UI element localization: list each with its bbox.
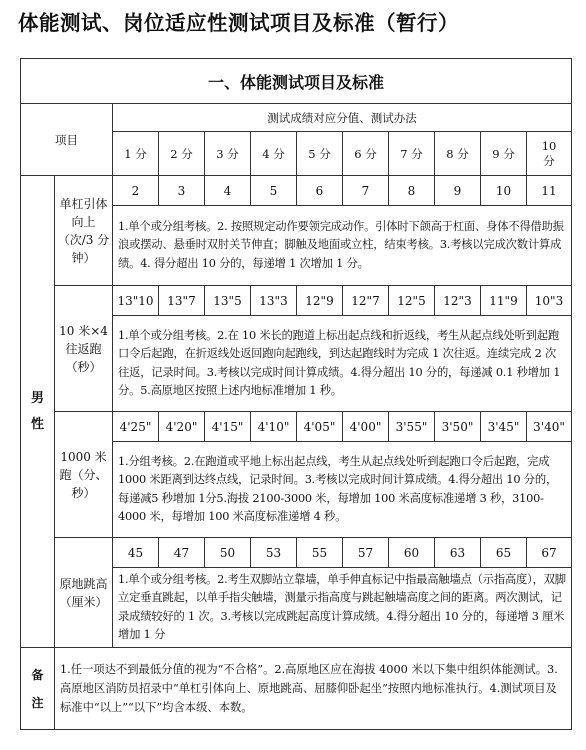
- score-value: 2: [113, 176, 159, 206]
- section-title: 一、体能测试项目及标准: [21, 59, 572, 104]
- score-value: 11"9: [481, 286, 527, 316]
- notes-text: 1.任一项达不到最低分值的视为“不合格”。2.高原地区应在海拔 4000 米以下集中组织体能测试。3.高原地区消防员招录中“单杠引体向上、原地跳高、屈膝仰卧起坐”按照内地标准执行。4.测试项目及标准中“以上”“以下”均含本级、本数。: [55, 648, 572, 730]
- score-value: 6: [297, 176, 343, 206]
- notes-label: [21, 648, 55, 730]
- score-value: 5: [251, 176, 297, 206]
- score-value: 13"7: [159, 286, 205, 316]
- score-header: 5 分: [297, 132, 343, 176]
- score-value: 4'10": [251, 412, 297, 442]
- item-name: 1000 米跑（分、秒）: [55, 412, 113, 538]
- score-value: 7: [343, 176, 389, 206]
- score-value: 47: [159, 538, 205, 568]
- score-value: 4: [205, 176, 251, 206]
- gender-text: 男性: [30, 390, 44, 432]
- score-value: 60: [389, 538, 435, 568]
- score-value: 9: [435, 176, 481, 206]
- score-value: 3'40": [527, 412, 572, 442]
- score-value: 13"10: [113, 286, 159, 316]
- score-value: 3'50": [435, 412, 481, 442]
- test-method: 1.分组考核。2.在跑道或平地上标出起点线，考生从起点线处听到起跑口令后起跑，完成 1000 米距离到达终点线，记录时间。3.考核以完成时间计算成绩。4.得分超出 10 分的，每递减5 秒增加 1分5.海拔 2100-3000 米，每增加 100 米高度标准递增 3 秒，3100-4000 米，每增加 100 米高度标准递增 4 秒。: [113, 442, 572, 538]
- test-method: 1.单个或分组考核。2.考生双脚站立靠墙，单手伸直标记中指最高触墙点（示指高度），双脚立定垂直跳起，以单手指尖触墙，测量示指高度与跳起触墙高度之间的距离。两次测试，记录成绩较好的 1 次。3.考核以完成跳起高度计算成绩。4.得分超出 10 分的，每递增 3 厘米增加 1 分: [113, 568, 572, 648]
- item-name: 单杠引体向上（次/3 分钟）: [55, 176, 113, 286]
- score-value: 10: [481, 176, 527, 206]
- score-value: 63: [435, 538, 481, 568]
- score-value: 13"3: [251, 286, 297, 316]
- score-value: 12"9: [297, 286, 343, 316]
- gender-label: [21, 176, 55, 648]
- score-value: 8: [389, 176, 435, 206]
- score-header: 1 分: [113, 132, 159, 176]
- score-value: 4'20": [159, 412, 205, 442]
- score-value: 3'45": [481, 412, 527, 442]
- score-header: 2 分: [159, 132, 205, 176]
- score-header: 6 分: [343, 132, 389, 176]
- item-name: 10 米×4 往返跑（秒）: [55, 286, 113, 412]
- score-header: 3 分: [205, 132, 251, 176]
- score-header: 10 分: [527, 132, 572, 176]
- test-method: 1.单个或分组考核。2.在 10 米长的跑道上标出起点线和折返线，考生从起点线处听到起跑口令后起跑，在折返线处返回跑向起跑线，到达起跑线时为完成 1 次往返。连续完成 2 次往返，记录时间。3.考核以完成时间计算成绩。4.得分超出 10 分的，每递减 0.1 秒增加 1 分。5.高原地区按照上述内地标准增加 1 秒。: [113, 316, 572, 412]
- score-group-header: 测试成绩对应分值、测试办法: [113, 104, 572, 132]
- standards-table: [20, 58, 572, 730]
- score-value: 3: [159, 176, 205, 206]
- score-value: 57: [343, 538, 389, 568]
- score-header: 8 分: [435, 132, 481, 176]
- score-value: 67: [527, 538, 572, 568]
- score-value: 55: [297, 538, 343, 568]
- score-header: 4 分: [251, 132, 297, 176]
- score-value: 3'55": [389, 412, 435, 442]
- score-value: 50: [205, 538, 251, 568]
- score-value: 12"5: [389, 286, 435, 316]
- score-value: 65: [481, 538, 527, 568]
- notes-label-text: 备注: [31, 667, 44, 710]
- item-header: 项目: [21, 104, 113, 176]
- score-value: 11: [527, 176, 572, 206]
- test-method: 1.单个或分组考核。2. 按照规定动作要领完成动作。引体时下颌高于杠面、身体不得借助振浪或摆动、悬垂时双肘关节伸直；脚触及地面或立柱，结束考核。3.考核以完成次数计算成绩。4. 得分超出 10 分的，每递增 1 次增加 1 分。: [113, 206, 572, 286]
- document-title: 体能测试、岗位适应性测试项目及标准（暂行）: [18, 11, 459, 35]
- score-value: 4'25": [113, 412, 159, 442]
- score-header: 7 分: [389, 132, 435, 176]
- score-value: 4'00": [343, 412, 389, 442]
- score-value: 53: [251, 538, 297, 568]
- score-value: 12"3: [435, 286, 481, 316]
- item-name: 原地跳高（厘米）: [55, 538, 113, 648]
- score-value: 12"7: [343, 286, 389, 316]
- score-value: 4'05": [297, 412, 343, 442]
- score-value: 4'15": [205, 412, 251, 442]
- score-value: 45: [113, 538, 159, 568]
- score-value: 10"3: [527, 286, 572, 316]
- score-header: 9 分: [481, 132, 527, 176]
- score-value: 13"5: [205, 286, 251, 316]
